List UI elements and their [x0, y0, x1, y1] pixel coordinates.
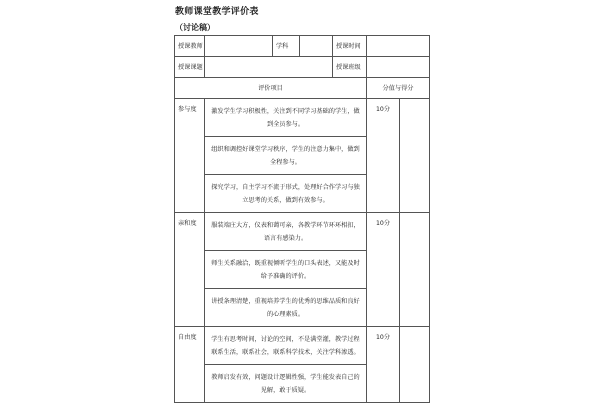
criterion-item: 服装端庄大方，仪表和蔼可亲，各教学环节环环相扣，语言有感染力。	[205, 213, 367, 251]
info-row-1	[175, 36, 430, 57]
items-header: 评价项目	[175, 78, 367, 99]
info-row-2	[175, 57, 430, 78]
criterion-item: 师生关系融洽，既重视倾听学生的口头表述，又能及时给予准确的评价。	[205, 251, 367, 289]
criterion-score: 10分	[367, 327, 400, 403]
criterion-item: 探究学习，自主学习不流于形式，处理好合作学习与独立思考的关系，做到有效参与。	[205, 175, 367, 213]
form-title: 教师课堂教学评价表	[175, 7, 259, 17]
criterion-item: 组织和调控好课堂学习秩序，学生的注意力集中，做到全程参与。	[205, 137, 367, 175]
topic-value-cell[interactable]	[205, 57, 333, 78]
criterion-row	[175, 213, 430, 251]
criterion-row	[175, 99, 430, 137]
score-input-cell[interactable]	[400, 213, 430, 327]
criterion-name: 自由度	[175, 327, 205, 403]
time-value-cell[interactable]	[367, 36, 430, 57]
teacher-label: 授课教师	[175, 36, 205, 57]
subject-value-cell[interactable]	[300, 36, 333, 57]
criterion-item: 教师启发有效，问题设计逻辑性强，学生能发表自己的见解，敢于质疑。	[205, 365, 367, 403]
criterion-score: 10分	[367, 99, 400, 213]
criterion-item: 学生有思考时间，讨论的空间，不是满堂灌，教学过程联系生活，联系社会，联系科学技术，关注学科渗透。	[205, 327, 367, 365]
header-row	[175, 78, 430, 99]
time-label: 授课时间	[333, 36, 367, 57]
criterion-name: 亲和度	[175, 213, 205, 327]
criterion-score: 10分	[367, 213, 400, 327]
form-subtitle: （讨论稿）	[175, 23, 215, 32]
teacher-value-cell[interactable]	[205, 36, 273, 57]
score-input-cell[interactable]	[400, 99, 430, 213]
score-input-cell[interactable]	[400, 327, 430, 403]
class-value-cell[interactable]	[367, 57, 430, 78]
class-label: 授课班级	[333, 57, 367, 78]
criterion-name: 参与度	[175, 99, 205, 213]
score-header: 分值与得分	[367, 78, 430, 99]
evaluation-table	[174, 35, 430, 403]
subject-label: 学科	[273, 36, 300, 57]
topic-label: 授课课题	[175, 57, 205, 78]
criterion-item: 激发学生学习积极性，关注到不同学习基础的学生，做到全员参与。	[205, 99, 367, 137]
criterion-item: 讲授条理清楚，重视培养学生的优秀的思维品质和良好的心理素质。	[205, 289, 367, 327]
criterion-row	[175, 327, 430, 365]
